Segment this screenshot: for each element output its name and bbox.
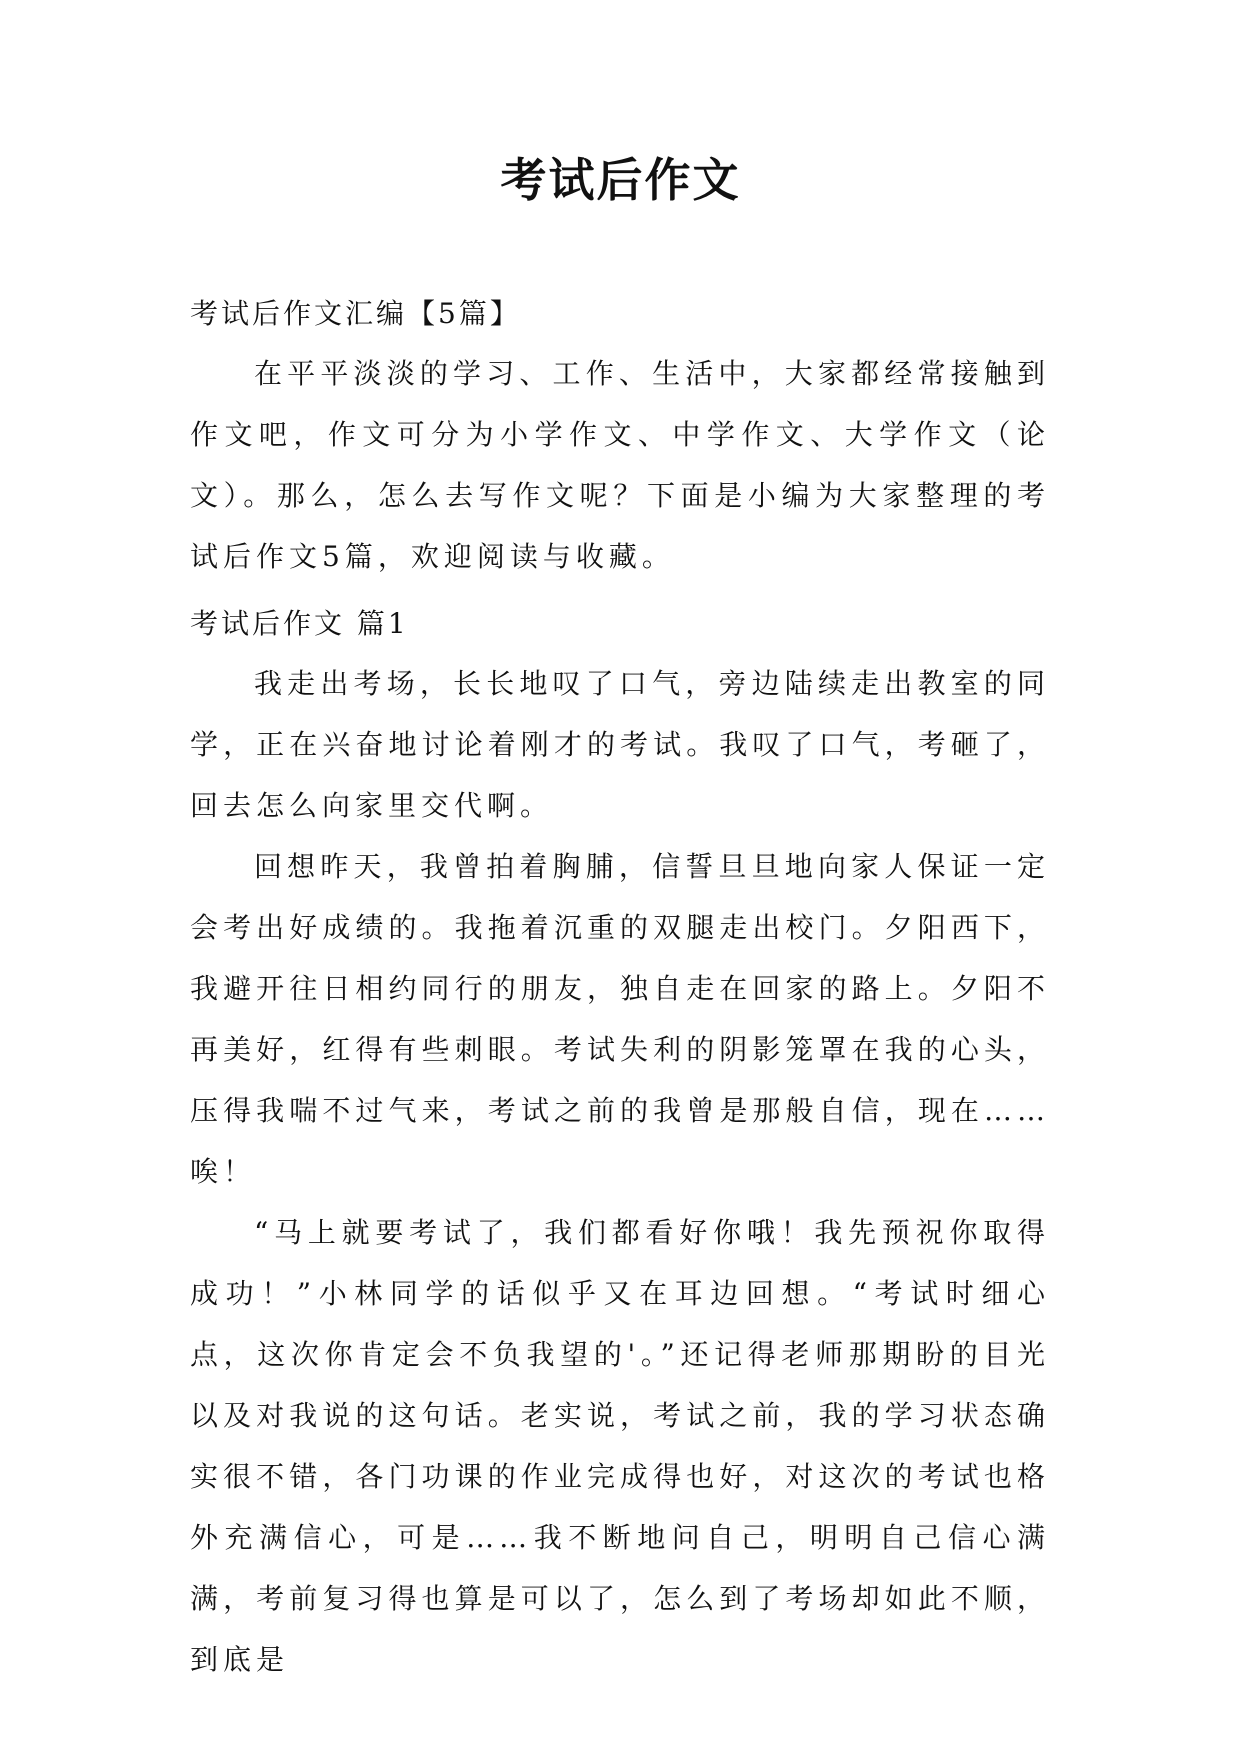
document-title: 考试后作文	[500, 153, 741, 207]
section-paragraph: “马上就要考试了，我们都看好你哦！我先预祝你取得成功！”小林同学的话似乎又在耳边回想。“考试时细心点，这次你肯定会不负我望的'。”还记得老师那期盼的目光以及对我说的这句话。老实说，考试之前，我的学习状态确实很不错，各门功课的作业完成得也好，对这次的考试也格外充满信心，可是……我不断地问自己，明明自己信心满满，考前复习得也算是可以了，怎么到了考场却如此不顺，到底是	[190, 1216, 1050, 1676]
document-body	[190, 285, 1050, 1690]
section-paragraph: 回想昨天，我曾拍着胸脯，信誓旦旦地向家人保证一定会考出好成绩的。我拖着沉重的双腿走出校门。夕阳西下，我避开往日相约同行的朋友，独自走在回家的路上。夕阳不再美好，红得有些刺眼。考试失利的阴影笼罩在我的心头，压得我喘不过气来，考试之前的我曾是那般自信，现在……唉！	[190, 850, 1050, 1188]
section-heading: 考试后作文 篇1	[190, 607, 409, 640]
intro-paragraph: 在平平淡淡的学习、工作、生活中，大家都经常接触到作文吧，作文可分为小学作文、中学作文、大学作文（论文）。那么，怎么去写作文呢？下面是小编为大家整理的考试后作文5篇，欢迎阅读与收藏。	[190, 357, 1050, 573]
section-paragraph: 我走出考场，长长地叹了口气，旁边陆续走出教室的同学，正在兴奋地讨论着刚才的考试。我叹了口气，考砸了，回去怎么向家里交代啊。	[190, 667, 1050, 822]
collection-subtitle: 考试后作文汇编【5篇】	[190, 297, 521, 330]
